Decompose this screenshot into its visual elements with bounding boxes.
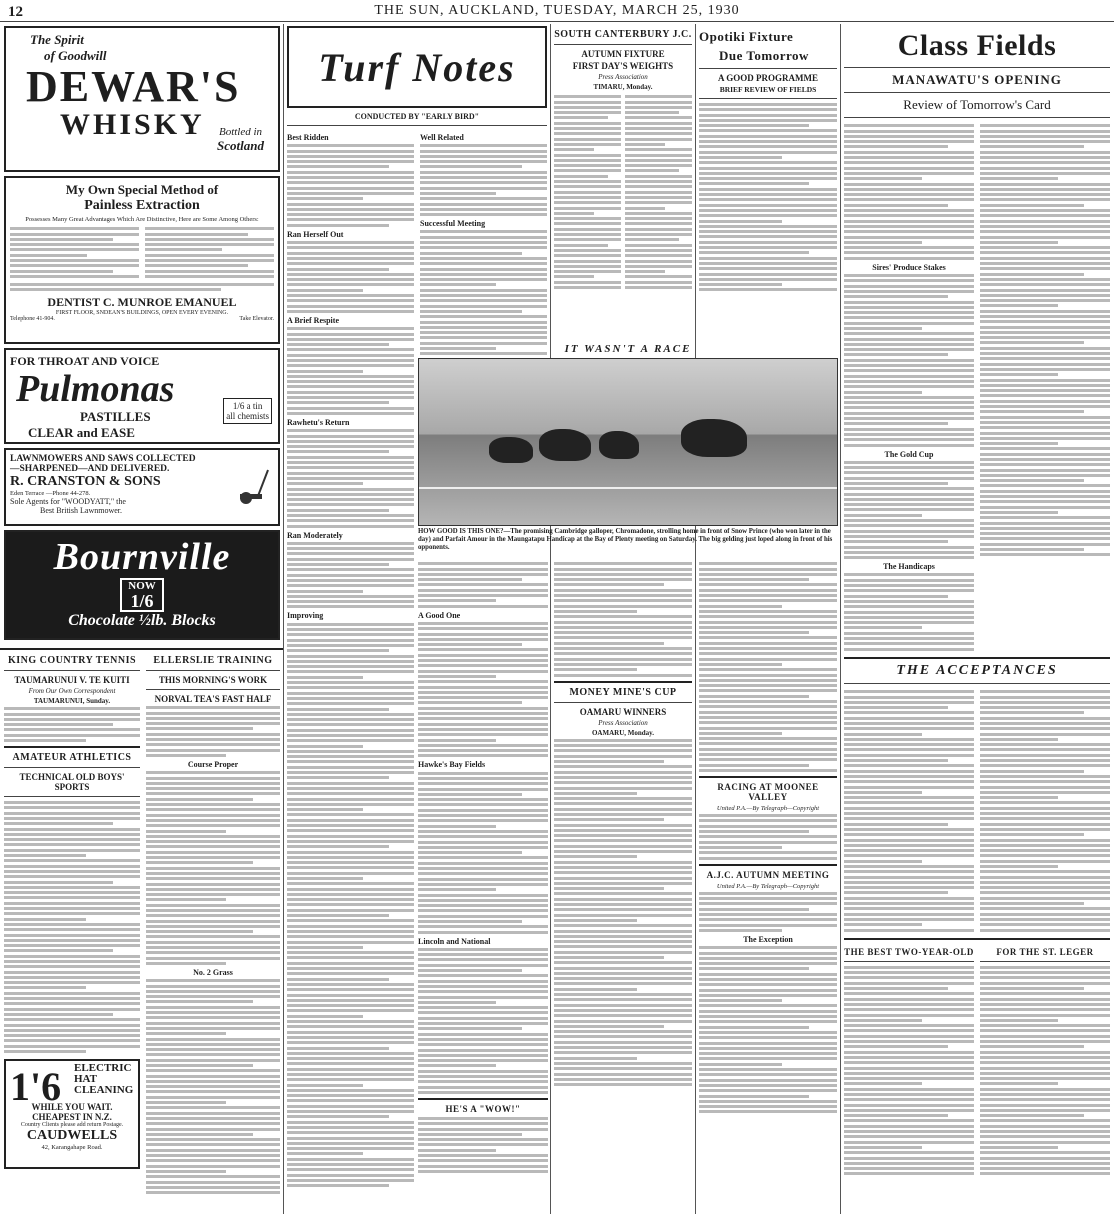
opotiki-article [699,26,837,338]
ran-herself-out-subhead: Ran Herself Out [287,229,344,239]
opotiki-headline-2: Due Tomorrow [719,48,809,63]
handicaps-subhead: The Handicaps [883,562,935,572]
money-mine-article [554,560,692,1210]
lawnmower-icon [234,466,270,506]
photo-title: IT WASN'T A RACE [564,343,692,355]
canterbury-subhead: AUTUMN FIXTURE [581,49,665,59]
turf-notes-continued [418,560,548,1210]
cranston-agents-2: Best British Lawnmower. [40,506,122,515]
oamaru-dateline: OAMARU, Monday. [591,728,655,737]
exception-subhead: The Exception [743,934,793,944]
dentist-name: DENTIST C. MUNROE EMANUEL [47,294,237,309]
caudwells-cheapest: CHEAPEST IN N.Z. [32,1112,112,1123]
athletics-subhead: TECHNICAL OLD BOYS' SPORTS [19,772,125,793]
pulmonas-brand: Pulmonas [16,368,175,410]
dentist-address: FIRST FLOOR, SNDEAN'S BUILDINGS, OPEN EVERY EVENING. [55,309,229,316]
st-leger-headline: FOR THE ST. LEGER [996,946,1094,957]
page-number: 12 [8,4,23,20]
sires-produce-subhead: Sires' Produce Stakes [872,262,946,272]
column-rule [283,24,284,1214]
cranston-ad [4,448,280,526]
column-rule [840,24,841,1214]
cranston-name: R. CRANSTON & SONS [10,474,161,489]
caudwells-cleaning: CLEANING [74,1084,134,1097]
caudwells-address: 42, Karangahape Road. [41,1144,103,1152]
ellerslie-subhead-2: NORVAL TEA'S FAST HALF [154,694,272,704]
class-fields-article [844,26,1110,1214]
turf-notes-logo: Turf Notes [287,26,547,108]
turf-byline: CONDUCTED BY "EARLY BIRD" [354,112,480,121]
caudwells-postage: Country Clients please add return Postage. [20,1122,124,1129]
gold-cup-subhead: The Gold Cup [884,449,934,459]
no2-grass-subhead: No. 2 Grass [193,967,233,977]
cranston-line-1: LAWNMOWERS AND SAWS COLLECTED [10,454,196,464]
king-country-source: From Our Own Correspondent [28,687,116,695]
pulmonas-headline: FOR THROAT AND VOICE [10,354,160,368]
moonee-source: United P.A.—By Telegraph—Copyright [716,804,820,812]
caudwells-wait: WHILE YOU WAIT. [31,1102,113,1113]
dewars-scotland: Scotland [217,138,264,153]
ajc-source: United P.A.—By Telegraph—Copyright [716,882,820,890]
opotiki-headline: Opotiki Fixture [699,29,794,44]
caudwells-electric: ELECTRIC [74,1062,132,1075]
ellerslie-headline: ELLERSLIE TRAINING [153,655,273,666]
canterbury-subhead-2: FIRST DAY'S WEIGHTS [572,61,674,71]
dentist-ad [4,176,280,344]
dewars-product: WHISKY [60,108,205,141]
column-rule [695,24,696,1214]
bournville-price: 1/6 [130,591,154,611]
divider [0,648,283,650]
king-country-headline: KING COUNTRY TENNIS [7,655,137,666]
money-mine-headline: MONEY MINE'S CUP [569,686,677,698]
canterbury-headline: SOUTH CANTERBURY J.C. [554,29,692,40]
pulmonas-clear-ease: CLEAR and EASE [28,425,135,440]
dewars-tagline-2: of Goodwill [44,48,107,63]
improving-subhead: Improving [287,611,324,621]
rawhetus-return-subhead: Rawhetu's Return [287,417,350,427]
race-photo-block [418,340,838,556]
caudwells-name: CAUDWELLS [26,1128,118,1144]
manawatu-subhead: MANAWATU'S OPENING [892,72,1062,87]
ellerslie-article [146,652,280,1214]
bournville-ad [4,530,280,640]
ellerslie-subhead: THIS MORNING'S WORK [158,675,268,685]
bournville-now: NOW [128,580,156,592]
oamaru-source: Press Association [598,718,648,727]
dentist-subtitle: Possesses Many Great Advantages Which Are Distinctive, Here are Some Among Others: [25,216,259,223]
moonee-headline: RACING AT MOONEE VALLEY [717,781,819,802]
bournville-brand: Bournville [53,536,231,578]
hawkes-bay-subhead: Hawke's Bay Fields [418,760,486,770]
cranston-line-2: —SHARPENED—AND DELIVERED. [10,464,170,474]
caudwells-price: 1'6 [10,1064,62,1110]
king-country-subhead: TAUMARUNUI V. TE KUITI [14,675,130,685]
two-year-old-headline: THE BEST TWO-YEAR-OLD [844,946,974,957]
opotiki-subhead-2: BRIEF REVIEW OF FIELDS [719,85,817,94]
king-country-dateline: TAUMARUNUI, Sunday. [33,697,111,705]
king-country-article [4,652,140,1214]
pulmonas-price: 1/6 a tin [232,401,263,411]
best-ridden-subhead: Best Ridden [287,133,329,142]
south-canterbury-article [554,26,692,338]
race-photo [418,358,838,526]
brief-respite-subhead: A Brief Respite [287,315,339,325]
caudwells-hat: HAT [74,1073,98,1086]
dentist-elevator: Take Elevator. [239,315,274,322]
pulmonas-pastilles: PASTILLES [80,409,151,424]
well-related-subhead: Well Related [420,133,464,142]
dewars-tagline: The Spirit [30,32,84,47]
class-fields-headline: Class Fields [897,29,1057,62]
dentist-title: My Own Special Method of [65,182,219,197]
dewars-ad [4,26,280,172]
caudwells-ad [4,1059,140,1169]
cranston-agents: Sole Agents for "WOODYATT," the [10,497,126,506]
course-proper-subhead: Course Proper [187,759,239,769]
dewars-bottled: Bottled in [218,126,263,138]
newspaper-title: THE SUN, AUCKLAND, TUESDAY, MARCH 25, 1930 [374,3,740,18]
successful-meeting-subhead: Successful Meeting [420,219,486,229]
cranston-address: Eden Terrace —Phone 44-278. [10,490,91,497]
ajc-headline: A.J.C. AUTUMN MEETING [706,869,830,880]
wow-headline: HE'S A "WOW!" [445,1103,521,1114]
canterbury-source: Press Association [598,73,648,81]
opotiki-subhead: A GOOD PROGRAMME [718,73,818,83]
pulmonas-chemists: all chemists [226,411,269,421]
acceptances-headline: THE ACCEPTANCES [896,662,1058,678]
moonee-valley-article [699,560,837,1210]
athletics-headline: AMATEUR ATHLETICS [12,752,132,764]
masthead [0,0,1114,22]
column-rule [550,24,551,1214]
dentist-telephone: Telephone 41-904. [10,315,55,322]
dewars-brand: DEWAR'S [26,62,241,111]
ran-moderately-subhead: Ran Moderately [287,530,343,540]
photo-caption: HOW GOOD IS THIS ONE?—The promising Cambridge galloper, Chromadone, strolling home in front of Snow Prince (who won later in the day) and Parfait Amour in the Maungatapu Handicap at the Bay of Plenty meeting on Saturday. The big gelding just loped along in front of his opponents. [418,528,833,551]
canterbury-dateline: TIMARU, Monday. [593,83,653,91]
oamaru-subhead: OAMARU WINNERS [579,706,667,717]
ads-column [4,26,280,658]
bournville-blocks: Chocolate ½lb. Blocks [68,612,216,629]
review-subhead: Review of Tomorrow's Card [903,97,1051,112]
pulmonas-ad [4,348,280,444]
good-one-subhead: A Good One [418,610,461,620]
dentist-title-2: Painless Extraction [84,198,200,213]
lincoln-national-subhead: Lincoln and National [418,936,491,946]
